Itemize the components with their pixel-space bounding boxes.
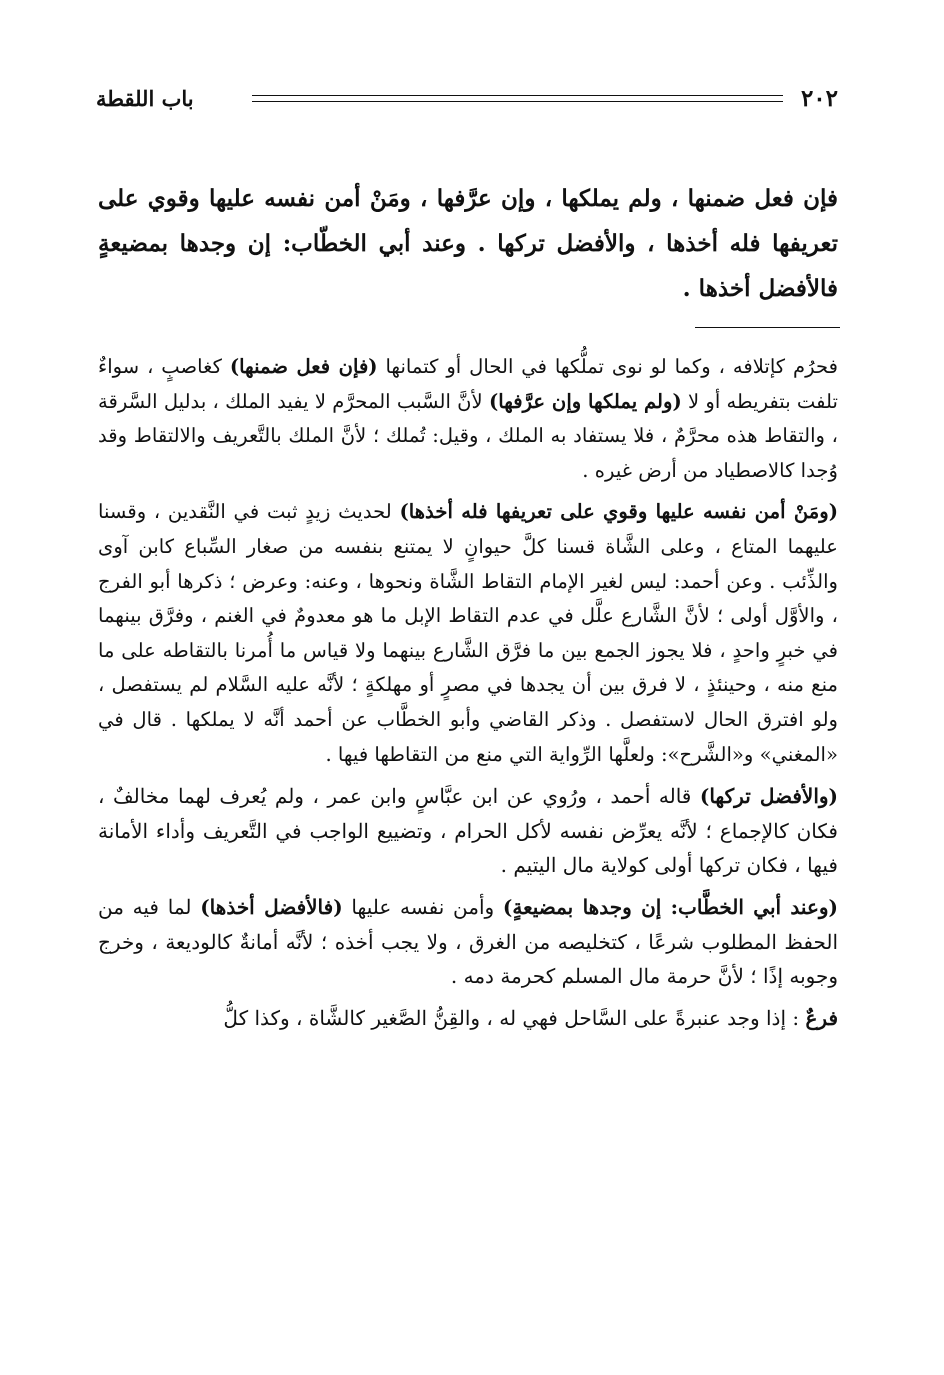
- commentary-paragraph: [98, 495, 838, 772]
- page-number: ٢٠٢: [800, 84, 838, 112]
- text-run: لما فيه من الحفظ المطلوب شرعًا ، كتخليصه من الغرق ، ولا يجب أخذه ؛ لأنَّه أمانةٌ كالوديعة ، وخرج وجوبه إذًا ؛ لأنَّ حرمة مال المسلم كحرمة دمه .: [98, 894, 838, 989]
- commentary-paragraph: [98, 350, 838, 488]
- separator-line: [695, 327, 840, 328]
- header-rule: [252, 95, 783, 102]
- bold-quote: (فإن فعل ضمنها): [229, 355, 378, 378]
- text-run: : إذا وجد عنبرةً على السَّاحل فهي له ، والقِنُّ الصَّغير كالشَّاة ، وكذا كلُّ: [223, 1005, 806, 1030]
- bold-quote: (ومَنْ أمن نفسه عليها وقوي على تعريفها فله أخذها): [399, 500, 838, 524]
- text-run: كغاصبٍ ، سواءٌ تلفت بتفريطه أو لا: [98, 355, 838, 413]
- commentary-paragraph: [98, 890, 838, 994]
- text-run: لأنَّ السَّبب المحرَّم لا يفيد الملك ، بدليل السَّرقة ، والتقاط هذه محرَّمٌ ، فلا يستفاد به الملك ، وقيل: تُملك ؛ لأنَّ الملك بالتَّعريف والالتقاط وقد وُجدا كالاصطياد من أرض غيره .: [98, 389, 838, 482]
- page-header: [96, 78, 838, 118]
- text-run: فحرُم كإتلافه ، وكما لو نوى تملُّكها في الحال أو كتمانها: [377, 355, 838, 378]
- text-run: قاله أحمد ، ورُوي عن ابن عبَّاسٍ وابن عمر ، ولم يُعرف لهما مخالفٌ ، فكان كالإجماع ؛ لأنَّه يعرِّض نفسه لأكل الحرام ، وتضييع الواجب في التَّعريف وأداء الأمانة فيها ، فكان تركها أولى كولاية مال اليتيم .: [98, 784, 838, 878]
- text-run: لحديث زيدٍ ثبت في النَّقدين ، وقسنا عليهما المتاع ، وعلى الشَّاة قسنا كلَّ حيوانٍ لا يمتنع بنفسه من صغار السِّباع كابن آوى والذِّئب . وعن أحمد: ليس لغير الإمام التقاط الشَّاة ونحوها ، وعنه: وعرض ؛ ذكرها أبو الفرج ، والأوَّل أولى ؛ لأنَّ الشَّارع علَّل في عدم التقاط الإبل ما هو معدومٌ في الغنم ، وفرَّق بينهما في خبرٍ واحدٍ ، فلا يجوز الجمع بين ما فرَّق الشَّارع بينهما ولا قياس ما أُمرنا بالتقاطه على ما منع منه ، وحينئذٍ ، لا فرق بين أن يجدها في مصرٍ أو مهلكةٍ ؛ لأنَّه عليه السَّلام لم يستفصل ، ولو افترق الحال لاستفصل . وذكر القاضي وأبو الخطَّاب عن أحمد أنَّه لا يملكها . قال في «المغني» و«الشَّرح»: ولعلَّها الرِّواية التي منع من التقاطها فيها .: [98, 500, 838, 766]
- bold-quote: (والأفضل تركها): [699, 784, 839, 809]
- bold-quote: فرعٌ: [805, 1005, 838, 1030]
- commentary-paragraph: [98, 1001, 838, 1036]
- bold-quote: (فالأفضل أخذها): [200, 894, 343, 919]
- main-text: فإن فعل ضمنها ، ولم يملكها ، وإن عرَّفها ، ومَنْ أمن نفسه عليها وقوي على تعريفها فله أخذها ، والأفضل تركها . وعند أبي الخطّاب: إن وجدها بمضيعةٍ فالأفضل أخذها .: [98, 185, 838, 302]
- bold-quote: (ولم يملكها وإن عرَّفها): [488, 389, 682, 413]
- bold-quote: (وعند أبي الخطَّاب: إن وجدها بمضيعةٍ): [502, 894, 839, 919]
- commentary-paragraph: [98, 779, 838, 883]
- text-run: وأمن نفسه عليها: [342, 894, 503, 919]
- chapter-title: باب اللقطة: [96, 85, 194, 111]
- commentary: [98, 350, 838, 1042]
